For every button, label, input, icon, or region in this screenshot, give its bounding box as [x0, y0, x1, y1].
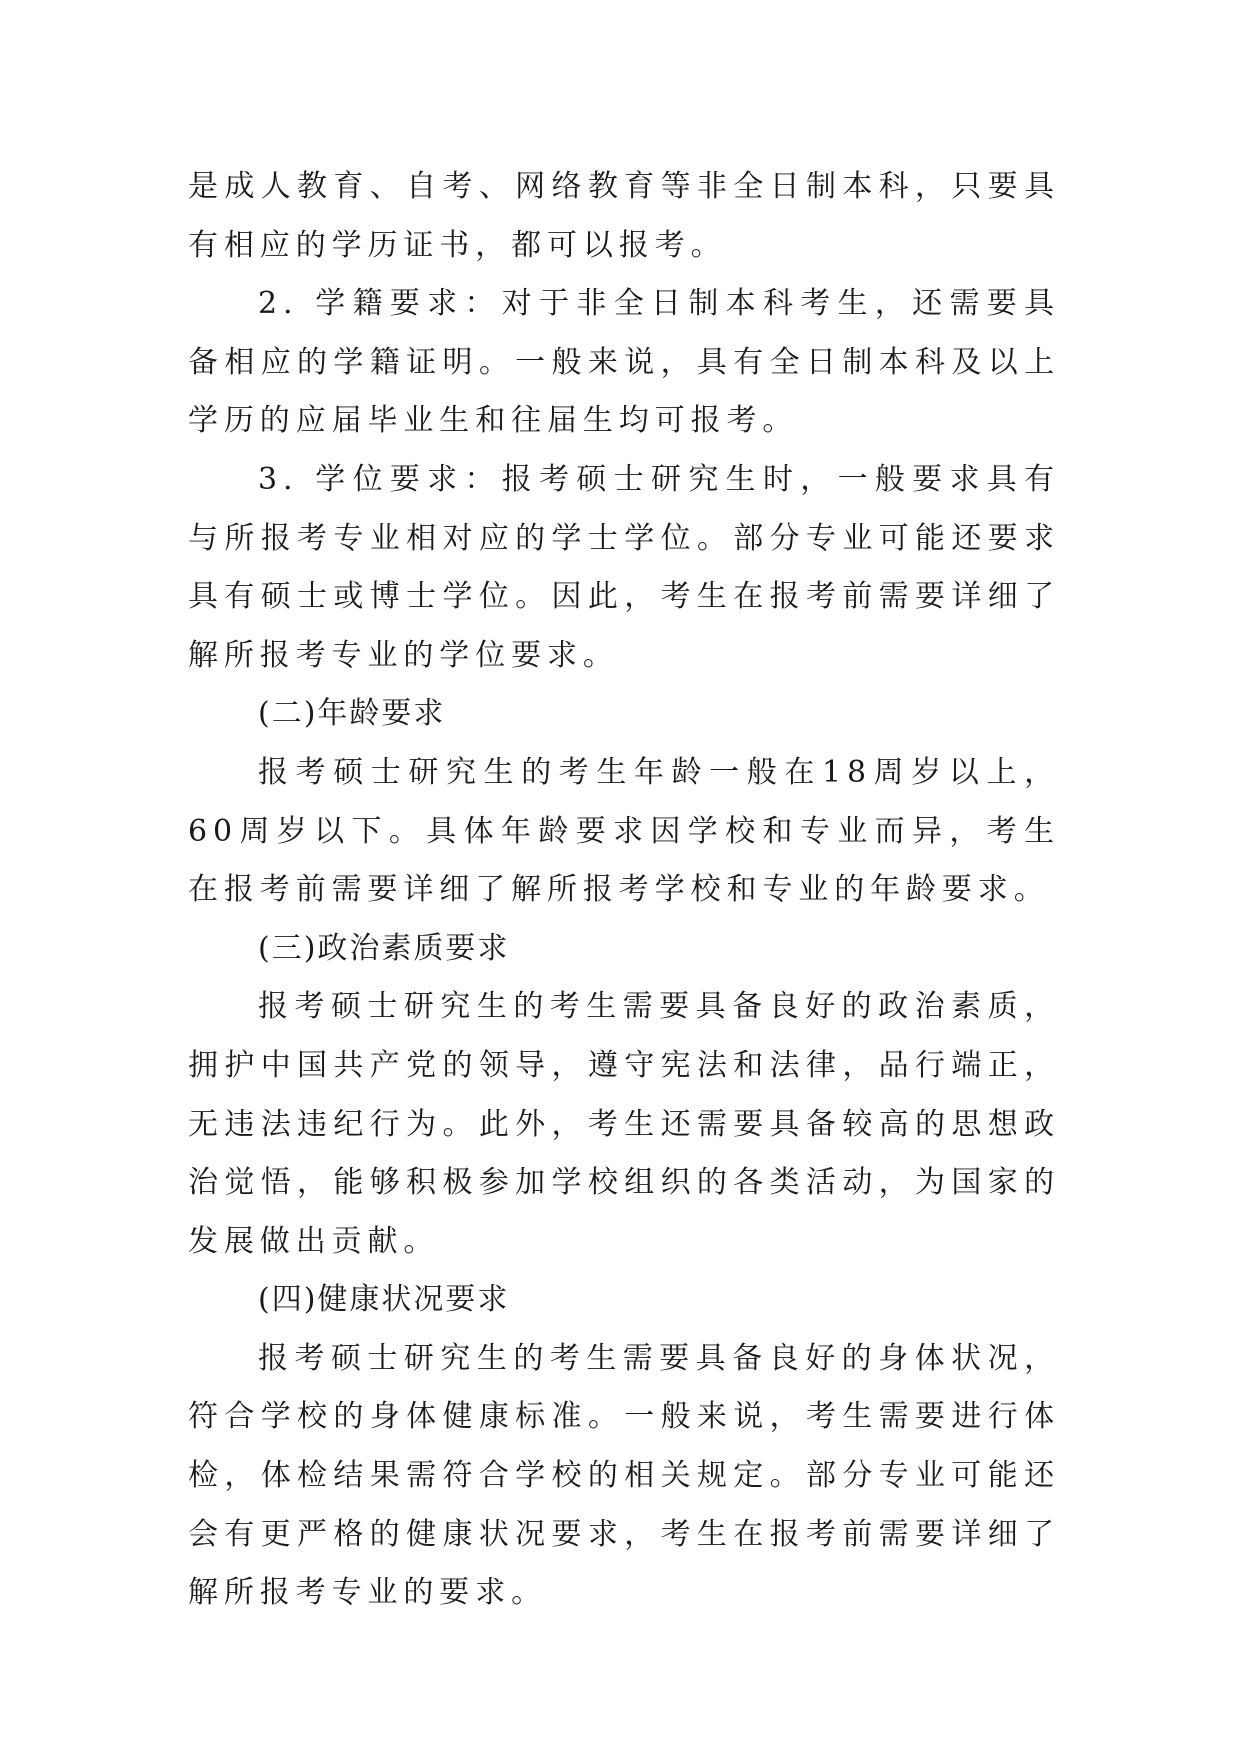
- paragraph-political: 报考硕士研究生的考生需要具备良好的政治素质，拥护中国共产党的领导，遵守宪法和法律，品行端正，无违法违纪行为。此外，考生还需要具备较高的思想政治觉悟，能够积极参加学校组织的各类活动，为国家的发展做出贡献。: [188, 989, 1060, 1259]
- paragraph-age: 报考硕士研究生的考生年龄一般在18周岁以上，60周岁以下。具体年龄要求因学校和专业而异，考生在报考前需要详细了解所报考学校和专业的年龄要求。: [188, 754, 1060, 908]
- paragraph-item-2: 2. 学籍要求：对于非全日制本科考生，还需要具备相应的学籍证明。一般来说，具有全日制本科及以上学历的应届毕业生和往届生均可报考。: [188, 286, 1060, 439]
- section-heading-health: (四)健康状况要求: [258, 1282, 510, 1318]
- paragraph-item-3: 3. 学位要求：报考硕士研究生时，一般要求具有与所报考专业相对应的学士学位。部分专业可能还要求具有硕士或博士学位。因此，考生在报考前需要详细了解所报考专业的学位要求。: [188, 461, 1060, 673]
- paragraph-health: 报考硕士研究生的考生需要具备良好的身体状况，符合学校的身体健康标准。一般来说，考生需要进行体检，体检结果需符合学校的相关规定。部分专业可能还会有更严格的健康状况要求，考生在报考前需要详细了解所报考专业的要求。: [188, 1340, 1060, 1611]
- document-body: [188, 158, 1060, 1623]
- section-heading-age: (二)年龄要求: [258, 696, 446, 732]
- section-heading-political: (三)政治素质要求: [258, 930, 510, 966]
- paragraph-continuation: 是成人教育、自考、网络教育等非全日制本科，只要具有相应的学历证书，都可以报考。: [188, 169, 1060, 263]
